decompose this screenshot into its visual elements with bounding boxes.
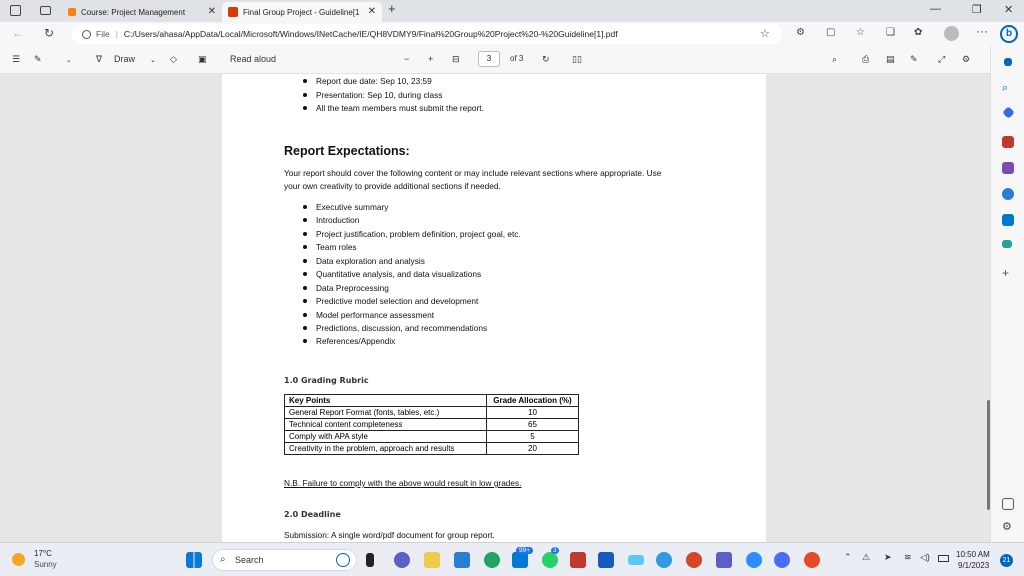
fullscreen-icon[interactable]: ⤢: [938, 54, 946, 64]
chevron-down-icon[interactable]: ⌄: [150, 57, 156, 64]
chevron-down-icon[interactable]: ⌄: [66, 57, 72, 64]
drop-icon[interactable]: [1002, 240, 1012, 248]
zoom-in-icon[interactable]: +: [428, 54, 434, 64]
add-icon[interactable]: +: [1002, 266, 1010, 280]
photo-app-icon[interactable]: [570, 552, 586, 568]
fit-page-icon[interactable]: ⊟: [452, 54, 460, 64]
rubric-heading: 1.0 Grading Rubric: [284, 376, 369, 385]
shopping-icon[interactable]: [1002, 106, 1015, 119]
location-icon[interactable]: ➤: [884, 552, 892, 562]
new-tab-button[interactable]: +: [388, 1, 396, 16]
workspaces-icon[interactable]: [10, 5, 21, 16]
pdf-icon: [228, 7, 238, 17]
back-icon[interactable]: ←: [12, 26, 24, 40]
page-count: of 3: [510, 54, 524, 63]
list-item: Data Preprocessing: [316, 283, 389, 293]
edge-sidebar: [990, 46, 1024, 542]
table-row: [285, 407, 579, 419]
split-screen-icon[interactable]: ▢: [826, 27, 836, 38]
network-status-icon[interactable]: ⚠: [862, 552, 871, 562]
page-view-icon[interactable]: ▯▯: [572, 54, 582, 64]
outlook-icon[interactable]: [1002, 214, 1014, 226]
table-cell: Technical content completeness: [285, 419, 487, 431]
section-heading: Report Expectations:: [284, 144, 410, 158]
chevron-up-icon[interactable]: ⌃: [844, 552, 852, 562]
file-label: File: [96, 29, 110, 39]
taskbar: [0, 542, 1024, 576]
table-row: [285, 419, 579, 431]
restore-button[interactable]: ❐: [972, 4, 982, 16]
tools-icon[interactable]: [1002, 136, 1014, 148]
tab-label: Course: Project Management: [81, 7, 186, 17]
tab-bar: [0, 0, 1024, 22]
table-cell: Comply with APA style: [285, 431, 487, 443]
sidebar-marker-icon: [1004, 58, 1012, 66]
settings-icon[interactable]: ⚙: [962, 54, 971, 64]
file-explorer-icon[interactable]: [424, 552, 440, 568]
extensions-icon[interactable]: ⚙: [796, 27, 805, 38]
bing-icon[interactable]: b: [1000, 25, 1018, 43]
paragraph-line: Your report should cover the following content or may include relevant sections where appropriate. Use: [284, 168, 662, 178]
copilot-icon[interactable]: [656, 552, 672, 568]
teams-icon[interactable]: [716, 552, 732, 568]
screen-tool-icon[interactable]: [628, 555, 644, 565]
close-window-button[interactable]: ✕: [1004, 4, 1014, 16]
draw-label[interactable]: Draw: [114, 54, 136, 64]
clock-time[interactable]: 10:50 AM: [956, 550, 990, 559]
close-icon[interactable]: ✕: [367, 6, 376, 17]
nb-note: N.B. Failure to comply with the above would result in low grades.: [284, 478, 522, 488]
browser-icon[interactable]: [804, 552, 820, 568]
bullet-item: Presentation: Sep 10, during class: [316, 90, 443, 100]
list-item: Executive summary: [316, 202, 389, 212]
print-icon[interactable]: ⎙: [862, 54, 870, 64]
tab-label: Final Group Project - Guideline[1: [243, 7, 360, 17]
profile-avatar[interactable]: [944, 26, 959, 41]
whatsapp-icon[interactable]: [542, 552, 558, 568]
page-number-input[interactable]: 3: [478, 51, 500, 67]
bing-icon[interactable]: [336, 553, 350, 567]
save-as-icon[interactable]: ✎: [910, 54, 918, 64]
search-icon: ⌕: [220, 554, 226, 565]
wifi-icon[interactable]: ≋: [904, 552, 912, 562]
notification-count[interactable]: 21: [1000, 554, 1013, 567]
start-icon[interactable]: [186, 552, 202, 568]
notification-badge: 3: [553, 547, 557, 554]
weather-temp[interactable]: 17°C: [34, 549, 52, 558]
table-cell: Creativity in the problem, approach and results: [285, 443, 487, 455]
address-bar-row: [0, 22, 1024, 46]
column-header: Key Points: [285, 395, 487, 407]
list-item: Team roles: [316, 242, 357, 252]
more-icon[interactable]: ···: [976, 24, 988, 38]
pdf-page: [222, 74, 766, 542]
submission-text: Submission: A single word/pdf document for group report.: [284, 530, 495, 540]
list-item: Model performance assessment: [316, 310, 435, 320]
copilot-icon[interactable]: ✿: [914, 27, 923, 38]
contents-icon[interactable]: ☰: [12, 54, 21, 64]
table-cell: 65: [487, 419, 579, 431]
url-text: C:/Users/ahasa/AppData/Local/Microsoft/Windows/INetCache/IE/QH8VDMY9/Final%20Group%20Project%20-%20Guideline[1].pdf: [123, 29, 618, 39]
word-icon[interactable]: [598, 552, 614, 568]
weather-icon[interactable]: [12, 553, 25, 566]
clock-date[interactable]: 9/1/2023: [958, 561, 990, 570]
zoom-out-icon[interactable]: −: [404, 54, 410, 64]
weather-desc[interactable]: Sunny: [34, 560, 57, 569]
deadline-heading: 2.0 Deadline: [284, 510, 341, 519]
search-label: Search: [235, 555, 264, 565]
zoom-icon[interactable]: [746, 552, 762, 568]
read-aloud-button[interactable]: Read aloud: [230, 54, 277, 64]
close-icon[interactable]: ✕: [207, 6, 216, 17]
collections-icon[interactable]: ❏: [886, 27, 895, 38]
highlight-icon[interactable]: ✎: [34, 54, 42, 64]
paragraph-line: your own creativity to provide additional sections if needed.: [284, 181, 501, 191]
sidebar-toggle-icon[interactable]: [1002, 498, 1014, 510]
table-row: [285, 443, 579, 455]
minimize-button[interactable]: —: [930, 3, 941, 15]
moodle-icon: [68, 8, 76, 16]
chrome-icon[interactable]: [484, 552, 500, 568]
table-cell: 10: [487, 407, 579, 419]
store-icon[interactable]: [454, 552, 470, 568]
list-item: References/Appendix: [316, 336, 396, 346]
battery-icon[interactable]: [938, 555, 949, 562]
column-header: Grade Allocation (%): [487, 395, 579, 407]
table-cell: 5: [487, 431, 579, 443]
search-icon[interactable]: ⌕: [1002, 82, 1009, 94]
volume-icon[interactable]: ◁): [920, 552, 930, 562]
list-item: Predictive model selection and development: [316, 296, 479, 306]
search-icon[interactable]: ⌕: [832, 54, 838, 64]
table-cell: 20: [487, 443, 579, 455]
microsoft365-icon[interactable]: [1002, 188, 1014, 200]
table-row: [285, 431, 579, 443]
list-item: Introduction: [316, 215, 360, 225]
list-item: Data exploration and analysis: [316, 256, 425, 266]
rubric-table: [284, 394, 579, 455]
rotate-icon[interactable]: ↻: [542, 54, 550, 64]
pdf-toolbar: [0, 46, 990, 74]
vpn-icon[interactable]: [774, 552, 790, 568]
tab-course[interactable]: [62, 2, 222, 22]
tab-pdf[interactable]: [222, 2, 382, 22]
table-header-row: [285, 395, 579, 407]
info-icon[interactable]: [82, 30, 91, 39]
erase-icon[interactable]: ◇: [170, 54, 177, 64]
list-item: Quantitative analysis, and data visualizations: [316, 269, 482, 279]
refresh-icon[interactable]: ↻: [44, 26, 55, 40]
powerpoint-icon[interactable]: [686, 552, 702, 568]
favorite-icon[interactable]: ☆: [760, 28, 770, 40]
list-item: Predictions, discussion, and recommendations: [316, 323, 488, 333]
task-view-icon[interactable]: [366, 553, 374, 567]
document-viewport[interactable]: [0, 74, 990, 542]
notification-badge: 99+: [516, 547, 533, 554]
teams-chat-icon[interactable]: [394, 552, 410, 568]
games-icon[interactable]: [1002, 162, 1014, 174]
favorites-icon[interactable]: ☆: [856, 27, 865, 38]
address-bar[interactable]: File | C:/Users/ahasa/AppData/Local/Microsoft/Windows/INetCache/IE/QH8VDMY9/Final%20Group%20Project%20-%20Guideline[1].pdf: [72, 24, 782, 44]
table-cell: General Report Format (fonts, tables, etc.): [285, 407, 487, 419]
bullet-item: Report due date: Sep 10, 23:59: [316, 76, 432, 86]
save-icon[interactable]: ▤: [886, 54, 895, 64]
list-item: Project justification, problem definition, project goal, etc.: [316, 229, 521, 239]
draw-icon[interactable]: ∇: [96, 54, 103, 64]
mail-icon[interactable]: [512, 552, 528, 568]
text-icon[interactable]: ▣: [198, 54, 207, 64]
bullet-item: All the team members must submit the report.: [316, 103, 484, 113]
settings-icon[interactable]: ⚙: [1002, 521, 1012, 533]
tab-actions-icon[interactable]: [40, 6, 51, 15]
